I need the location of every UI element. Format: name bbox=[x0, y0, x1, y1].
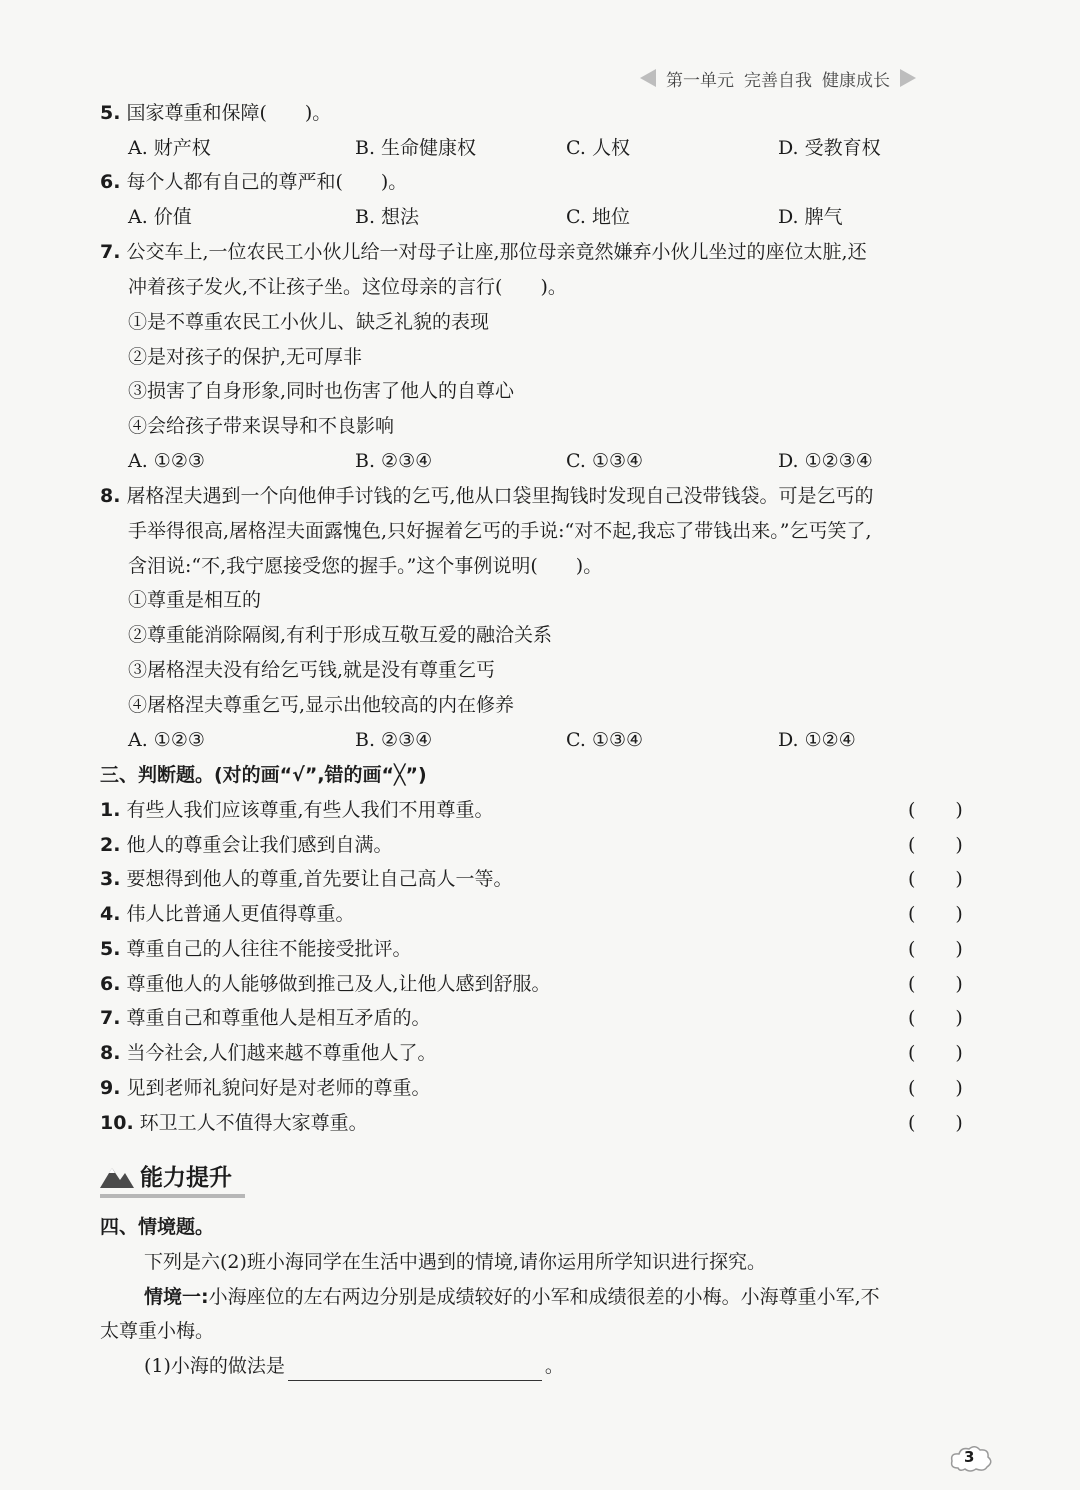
scenario-label: 情境一: bbox=[144, 1286, 209, 1308]
item-text: 环卫工人不值得大家尊重。 bbox=[139, 1112, 368, 1134]
option-b: B. 生命健康权 bbox=[355, 137, 477, 159]
judgment-item bbox=[100, 830, 392, 860]
statement-item: ①是不尊重农民工小伙儿、缺乏礼貌的表现 bbox=[128, 311, 490, 333]
option-d: D. 脾气 bbox=[778, 206, 843, 228]
item-number: 10. bbox=[100, 1112, 134, 1134]
item-number: 2. bbox=[100, 834, 121, 856]
unit-title-2: 健康成长 bbox=[822, 70, 890, 91]
option-b: B. ②③④ bbox=[355, 729, 433, 751]
unit-title-1: 完善自我 bbox=[744, 70, 812, 91]
option-c: C. 地位 bbox=[566, 206, 630, 228]
section-heading: 四、情境题。 bbox=[100, 1216, 215, 1238]
answer-bracket: () bbox=[908, 799, 1003, 821]
statement-item: ③损害了自身形象,同时也伤害了他人的自尊心 bbox=[128, 380, 515, 402]
question-text-continued: 含泪说:“不,我宁愿接受您的握手。”这个事例说明( )。 bbox=[128, 555, 603, 577]
page-header bbox=[640, 64, 980, 92]
scenario-text: 小海座位的左右两边分别是成绩较好的小军和成绩很差的小梅。小海尊重小军,不 bbox=[208, 1286, 880, 1308]
option-b: B. ②③④ bbox=[355, 450, 433, 472]
question-8-options bbox=[128, 725, 918, 755]
item-text: 尊重自己和尊重他人是相互矛盾的。 bbox=[126, 1007, 431, 1029]
option-a: A. 财产权 bbox=[128, 137, 211, 159]
option-c: C. ①③④ bbox=[566, 450, 644, 472]
question-number: 7. bbox=[100, 241, 121, 263]
item-text: 见到老师礼貌问好是对老师的尊重。 bbox=[126, 1077, 431, 1099]
statement-item: ④屠格涅夫尊重乞丐,显示出他较高的内在修养 bbox=[128, 694, 515, 716]
item-number: 5. bbox=[100, 938, 121, 960]
judgment-item bbox=[100, 969, 551, 999]
option-d: D. ①②④ bbox=[778, 729, 856, 751]
judgment-item bbox=[100, 934, 411, 964]
option-d: D. 受教育权 bbox=[778, 137, 881, 159]
item-text: 尊重自己的人往往不能接受批评。 bbox=[126, 938, 412, 960]
item-number: 9. bbox=[100, 1077, 121, 1099]
question-number: 6. bbox=[100, 171, 121, 193]
item-text: 有些人我们应该尊重,有些人我们不用尊重。 bbox=[126, 799, 494, 821]
question-text: 公交车上,一位农民工小伙儿给一对母子让座,那位母亲竟然嫌弃小伙儿坐过的座位太脏,还 bbox=[126, 241, 867, 263]
page-number: 3 bbox=[964, 1448, 975, 1466]
judgment-item bbox=[100, 899, 354, 929]
answer-bracket: () bbox=[908, 1042, 1003, 1064]
question-5 bbox=[100, 98, 331, 128]
item-number: 7. bbox=[100, 1007, 121, 1029]
statement-item: ②是对孩子的保护,无可厚非 bbox=[128, 346, 363, 368]
answer-bracket: () bbox=[908, 1112, 1003, 1134]
option-b: B. 想法 bbox=[355, 206, 420, 228]
item-text: 当今社会,人们越来越不尊重他人了。 bbox=[126, 1042, 437, 1064]
item-text: 尊重他人的人能够做到推己及人,让他人感到舒服。 bbox=[126, 973, 551, 995]
item-text: 要想得到他人的尊重,首先要让自己高人一等。 bbox=[126, 868, 513, 890]
option-c: C. 人权 bbox=[566, 137, 630, 159]
statement-item: ④会给孩子带来误导和不良影响 bbox=[128, 415, 395, 437]
mountain-icon bbox=[100, 1162, 134, 1188]
answer-bracket: () bbox=[908, 973, 1003, 995]
question-5-options bbox=[128, 133, 918, 163]
section-heading: 三、判断题。(对的画“√”,错的画“╳”) bbox=[100, 764, 427, 786]
judgment-item bbox=[100, 1073, 430, 1103]
judgment-item bbox=[100, 1108, 368, 1138]
option-a: A. ①②③ bbox=[128, 450, 205, 472]
statement-item: ②尊重能消除隔阂,有利于形成互敬互爱的融洽关系 bbox=[128, 624, 553, 646]
judgment-item bbox=[100, 1038, 437, 1068]
judgment-item bbox=[100, 795, 494, 825]
statement-item: ①尊重是相互的 bbox=[128, 589, 262, 611]
unit-label: 第一单元 bbox=[666, 70, 734, 91]
sub-question-prefix: (1)小海的做法是 bbox=[144, 1355, 285, 1377]
sub-question-1 bbox=[144, 1351, 564, 1381]
item-text: 他人的尊重会让我们感到自满。 bbox=[126, 834, 393, 856]
left-triangle-icon bbox=[640, 69, 656, 87]
ability-heading bbox=[100, 1156, 245, 1198]
scenario-text-continued: 太尊重小梅。 bbox=[100, 1320, 215, 1342]
scenario-line bbox=[144, 1282, 880, 1312]
answer-blank[interactable] bbox=[288, 1358, 542, 1381]
question-8 bbox=[100, 481, 874, 511]
item-number: 3. bbox=[100, 868, 121, 890]
item-number: 1. bbox=[100, 799, 121, 821]
answer-bracket: () bbox=[908, 938, 1003, 960]
question-number: 8. bbox=[100, 485, 121, 507]
item-number: 6. bbox=[100, 973, 121, 995]
question-7-options bbox=[128, 446, 918, 476]
judgment-item bbox=[100, 864, 513, 894]
question-text-continued: 冲着孩子发火,不让孩子坐。这位母亲的言行( )。 bbox=[128, 276, 567, 298]
judgment-item bbox=[100, 1003, 430, 1033]
question-6-options bbox=[128, 202, 918, 232]
statement-item: ③屠格涅夫没有给乞丐钱,就是没有尊重乞丐 bbox=[128, 659, 496, 681]
right-triangle-icon bbox=[900, 69, 916, 87]
ability-title: 能力提升 bbox=[140, 1164, 232, 1191]
question-6 bbox=[100, 167, 407, 197]
answer-bracket: () bbox=[908, 1007, 1003, 1029]
question-number: 5. bbox=[100, 102, 121, 124]
question-7 bbox=[100, 237, 867, 267]
page-number-badge bbox=[948, 1444, 994, 1490]
option-d: D. ①②③④ bbox=[778, 450, 873, 472]
sub-question-suffix: 。 bbox=[544, 1355, 564, 1377]
question-text: 每个人都有自己的尊严和( )。 bbox=[126, 171, 408, 193]
item-text: 伟人比普通人更值得尊重。 bbox=[126, 903, 355, 925]
question-text: 国家尊重和保障( )。 bbox=[126, 102, 332, 124]
item-number: 4. bbox=[100, 903, 121, 925]
answer-bracket: () bbox=[908, 834, 1003, 856]
answer-bracket: () bbox=[908, 903, 1003, 925]
answer-bracket: () bbox=[908, 868, 1003, 890]
question-text: 屠格涅夫遇到一个向他伸手讨钱的乞丐,他从口袋里掏钱时发现自己没带钱袋。可是乞丐的 bbox=[126, 485, 874, 507]
option-c: C. ①③④ bbox=[566, 729, 644, 751]
question-text-continued: 手举得很高,屠格涅夫面露愧色,只好握着乞丐的手说:“对不起,我忘了带钱出来。”乞丐笑了, bbox=[128, 520, 872, 542]
option-a: A. ①②③ bbox=[128, 729, 205, 751]
intro-text: 下列是六(2)班小海同学在生活中遇到的情境,请你运用所学知识进行探究。 bbox=[144, 1251, 766, 1273]
item-number: 8. bbox=[100, 1042, 121, 1064]
option-a: A. 价值 bbox=[128, 206, 192, 228]
answer-bracket: () bbox=[908, 1077, 1003, 1099]
